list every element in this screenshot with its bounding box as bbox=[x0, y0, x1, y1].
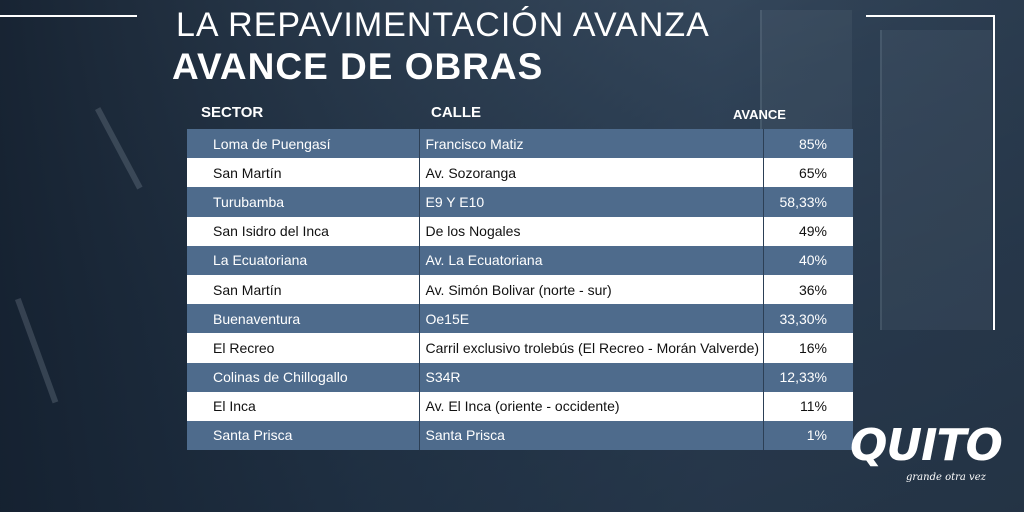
cell-avance: 12,33% bbox=[763, 363, 853, 392]
table-row bbox=[187, 392, 853, 421]
table-row bbox=[187, 304, 853, 333]
cell-calle: Santa Prisca bbox=[419, 421, 763, 450]
logo-tagline: grande otra vez bbox=[906, 472, 986, 483]
cell-avance: 33,30% bbox=[763, 304, 853, 333]
table-row bbox=[187, 217, 853, 246]
cell-calle: Av. El Inca (oriente - occidente) bbox=[419, 392, 763, 421]
cell-avance: 11% bbox=[763, 392, 853, 421]
cell-calle: E9 Y E10 bbox=[419, 187, 763, 216]
cell-avance: 36% bbox=[763, 275, 853, 304]
cell-avance: 1% bbox=[763, 421, 853, 450]
cell-calle: Francisco Matiz bbox=[419, 129, 763, 158]
table-row bbox=[187, 246, 853, 275]
cell-calle: Av. La Ecuatoriana bbox=[419, 246, 763, 275]
cell-calle: Av. Sozoranga bbox=[419, 158, 763, 187]
cell-sector: El Recreo bbox=[187, 333, 419, 362]
table-row bbox=[187, 421, 853, 450]
column-header-sector: SECTOR bbox=[201, 104, 264, 121]
background-building bbox=[880, 30, 992, 330]
column-header-calle: CALLE bbox=[431, 104, 481, 121]
cell-sector: San Isidro del Inca bbox=[187, 217, 419, 246]
frame-line-left bbox=[0, 15, 137, 17]
cell-avance: 58,33% bbox=[763, 187, 853, 216]
column-header-avance: AVANCE bbox=[733, 107, 786, 122]
cell-sector: La Ecuatoriana bbox=[187, 246, 419, 275]
table-row bbox=[187, 129, 853, 158]
table-row bbox=[187, 363, 853, 392]
cell-avance: 49% bbox=[763, 217, 853, 246]
frame-line-right-vertical bbox=[993, 15, 995, 330]
cell-calle: De los Nogales bbox=[419, 217, 763, 246]
quito-logo bbox=[850, 420, 1000, 495]
cell-sector: El Inca bbox=[187, 392, 419, 421]
cell-sector: Buenaventura bbox=[187, 304, 419, 333]
cell-sector: San Martín bbox=[187, 158, 419, 187]
background-road-marking bbox=[95, 107, 143, 189]
table-row bbox=[187, 275, 853, 304]
cell-calle: S34R bbox=[419, 363, 763, 392]
table-row bbox=[187, 187, 853, 216]
cell-avance: 85% bbox=[763, 129, 853, 158]
cell-sector: San Martín bbox=[187, 275, 419, 304]
cell-sector: Colinas de Chillogallo bbox=[187, 363, 419, 392]
cell-calle: Carril exclusivo trolebús (El Recreo - Morán Valverde) bbox=[419, 333, 763, 362]
page-title: AVANCE DE OBRAS bbox=[172, 46, 544, 87]
cell-calle: Oe15E bbox=[419, 304, 763, 333]
cell-sector: Turubamba bbox=[187, 187, 419, 216]
frame-line-right-horizontal bbox=[866, 15, 995, 17]
cell-calle: Av. Simón Bolivar (norte - sur) bbox=[419, 275, 763, 304]
background-road-marking bbox=[15, 298, 58, 403]
works-progress-table bbox=[187, 129, 853, 450]
cell-avance: 16% bbox=[763, 333, 853, 362]
table-row bbox=[187, 158, 853, 187]
cell-sector: Santa Prisca bbox=[187, 421, 419, 450]
logo-wordmark: QUITO bbox=[850, 420, 1002, 471]
cell-avance: 65% bbox=[763, 158, 853, 187]
cell-sector: Loma de Puengasí bbox=[187, 129, 419, 158]
page-subtitle: LA REPAVIMENTACIÓN AVANZA bbox=[176, 6, 710, 44]
cell-avance: 40% bbox=[763, 246, 853, 275]
table-row bbox=[187, 333, 853, 362]
